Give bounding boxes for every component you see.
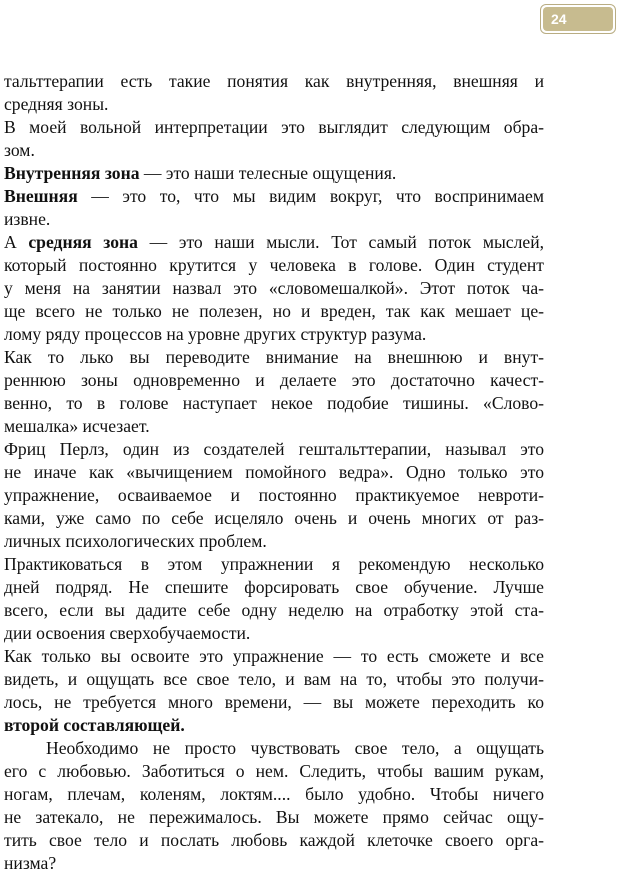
text-span: ногам, плечам, коленям, локтям.... было удобно. Чтобы ничего	[4, 784, 544, 804]
text-span: Практиковаться в этом упражнении я рекомендую несколько	[4, 554, 544, 574]
text-span: ками, уже само по себе исцеляло очень и очень многих от раз-	[4, 508, 544, 528]
text-span: лось, не требуется много времени, — вы можете переходить ко	[4, 692, 544, 712]
bold-term: Внешняя	[4, 186, 78, 206]
text-span: у меня на занятии назвал это «словомешалкой». Этот поток ча-	[4, 278, 544, 298]
text-line	[4, 208, 544, 231]
text-span: — это то, что мы видим вокруг, что воспринимаем	[77, 186, 544, 206]
text-line	[4, 783, 544, 806]
text-span: дней подряд. Не спешите форсировать свое обучение. Лучше	[4, 577, 544, 597]
text-line	[4, 415, 544, 438]
text-span: — это наши мысли. Тот самый поток мыслей,	[137, 232, 545, 252]
text-line	[4, 162, 544, 185]
text-span: дии освоения сверхобучаемости.	[4, 623, 251, 643]
text-line	[4, 622, 544, 645]
text-line	[4, 323, 544, 346]
page-body-text	[4, 70, 544, 875]
text-span: личных психологических проблем.	[4, 531, 267, 551]
text-line	[4, 737, 544, 760]
text-span: не затекало, не пережималось. Вы можете прямо сейчас ощу-	[4, 807, 544, 827]
bold-term: второй составляющей.	[4, 715, 185, 735]
text-line	[4, 760, 544, 783]
page-number-badge	[540, 4, 616, 34]
text-span: всего, если вы дадите себе одну неделю на отработку этой ста-	[4, 600, 544, 620]
text-span: А	[4, 232, 29, 252]
text-span: Фриц Перлз, один из создателей гештальттерапии, называл это	[4, 439, 544, 459]
text-line	[4, 530, 544, 553]
text-line	[4, 852, 544, 875]
text-span: не иначе как «вычищением помойного ведра». Одно только это	[4, 462, 544, 482]
text-span: Как только вы освоите это упражнение — то есть сможете и все	[4, 646, 544, 666]
text-line	[4, 231, 544, 254]
text-line	[4, 484, 544, 507]
text-line	[4, 576, 544, 599]
text-span: мешалка» исчезает.	[4, 416, 150, 436]
text-span: видеть, и ощущать все свое тело, и вам на то, чтобы это получи-	[4, 669, 544, 689]
text-span: венно, то в голове наступает некое подобие тишины. «Слово-	[4, 393, 544, 413]
text-line	[4, 277, 544, 300]
text-line	[4, 668, 544, 691]
text-span: — это наши телесные ощущения.	[139, 163, 397, 183]
text-span: который постоянно крутится у человека в голове. Один студент	[4, 255, 544, 275]
text-line	[4, 139, 544, 162]
bold-term: Внутренняя зона	[4, 163, 140, 183]
bold-term: средняя зона	[28, 232, 138, 252]
text-span: ще всего не только не полезен, но и вреден, так как мешает це-	[4, 301, 544, 321]
text-line	[4, 346, 544, 369]
text-line	[4, 70, 544, 93]
text-line	[4, 645, 544, 668]
text-span: его с любовью. Заботиться о нем. Следить, чтобы вашим рукам,	[4, 761, 544, 781]
text-line	[4, 438, 544, 461]
text-span: извне.	[4, 209, 51, 229]
text-line	[4, 714, 544, 737]
text-span: низма?	[4, 853, 57, 873]
text-line	[4, 300, 544, 323]
text-line	[4, 369, 544, 392]
text-line	[4, 254, 544, 277]
text-line	[4, 185, 544, 208]
text-line	[4, 461, 544, 484]
text-span: В моей вольной интерпретации это выглядит следующим обра-	[4, 117, 544, 137]
text-line	[4, 829, 544, 852]
text-line	[4, 392, 544, 415]
text-line	[4, 507, 544, 530]
text-line	[4, 599, 544, 622]
text-span: лому ряду процессов на уровне других структур разума.	[4, 324, 427, 344]
text-span: зом.	[4, 140, 35, 160]
text-span: упражнение, осваиваемое и постоянно практикуемое невроти-	[4, 485, 544, 505]
page-number: 24	[543, 7, 613, 31]
text-line	[4, 691, 544, 714]
text-span: тальттерапии есть такие понятия как внутренняя, внешняя и	[4, 71, 544, 91]
text-line	[4, 553, 544, 576]
text-line	[4, 806, 544, 829]
text-line	[4, 116, 544, 139]
text-span: Как то лько вы переводите внимание на внешнюю и внут-	[4, 347, 544, 367]
text-span: средняя зоны.	[4, 94, 109, 114]
text-span: тить свое тело и послать любовь каждой клеточке своего орга-	[4, 830, 544, 850]
text-line	[4, 93, 544, 116]
text-span: реннюю зоны одновременно и делаете это достаточно качест-	[4, 370, 544, 390]
text-span: Необходимо не просто чувствовать свое тело, а ощущать	[46, 738, 544, 758]
